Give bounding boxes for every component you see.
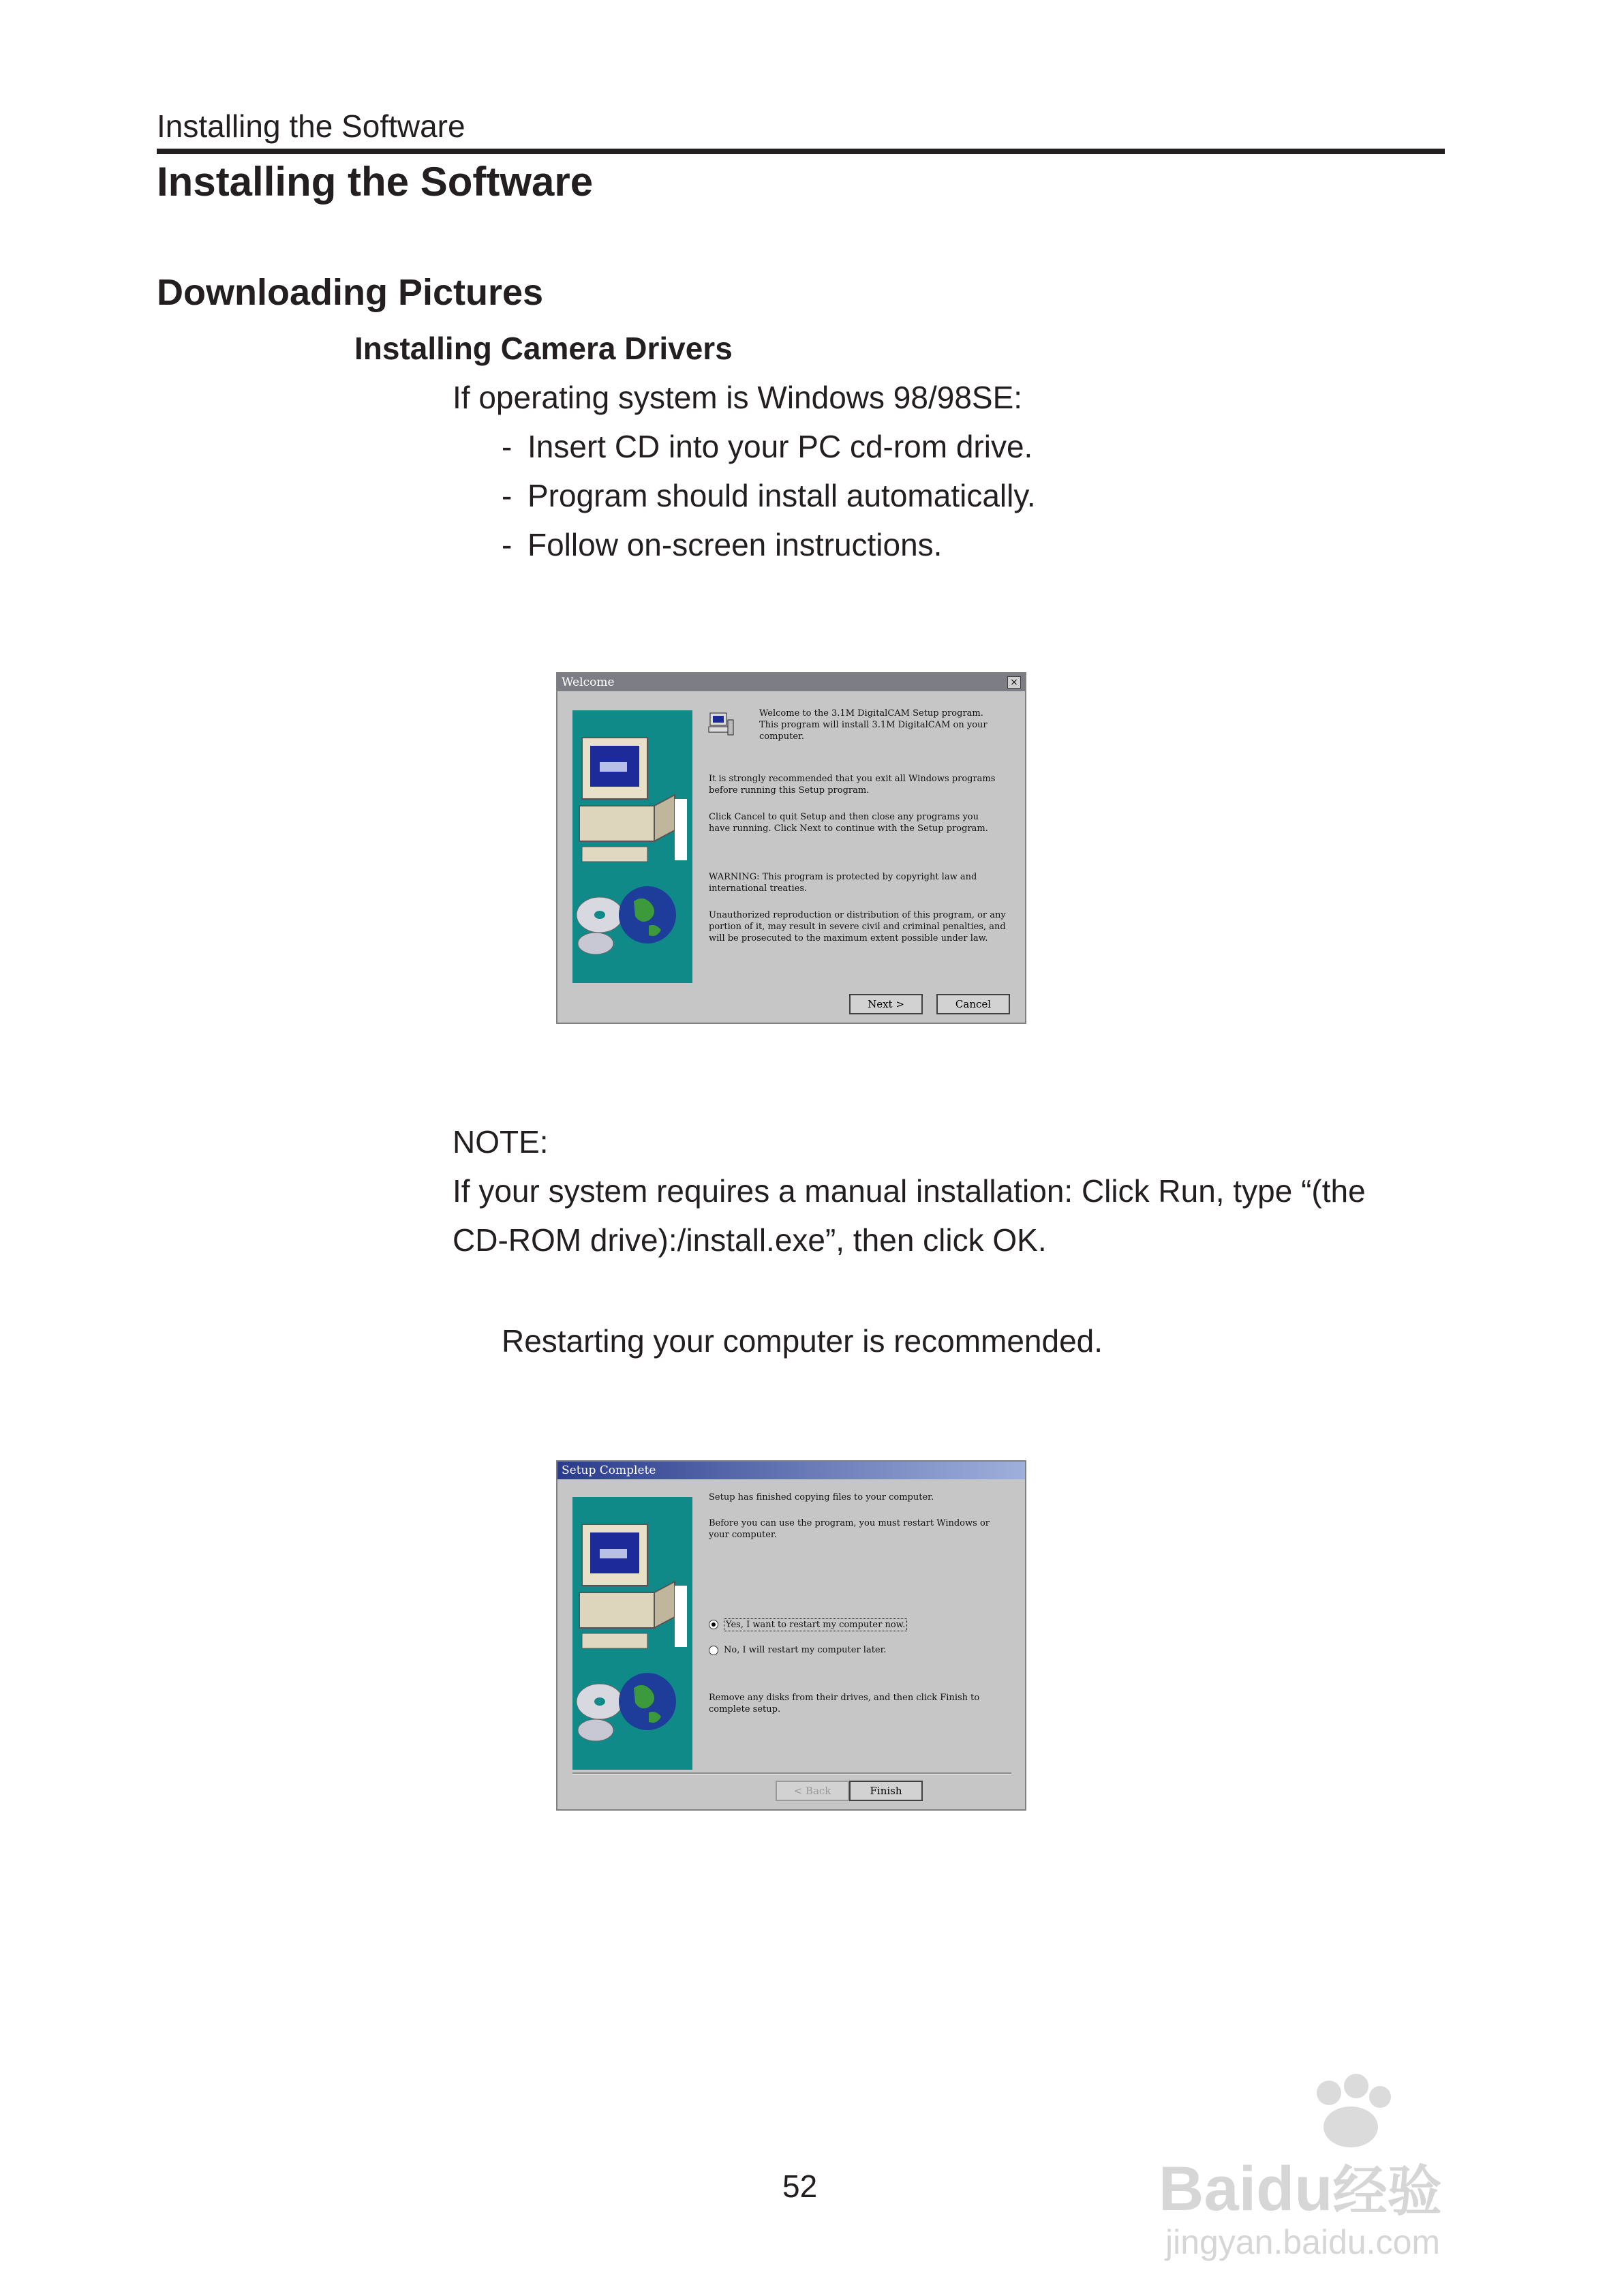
list-item-text: Insert CD into your PC cd-rom drive. [527,429,1033,464]
watermark-url: jingyan.baidu.com [1165,2223,1441,2261]
restart-later-radio[interactable] [709,1646,718,1655]
note-line: CD-ROM drive):/install.exe”, then click OK. [453,1222,1047,1258]
running-head: Installing the Software [157,108,465,144]
radio-label[interactable]: Yes, I want to restart my computer now. [724,1618,907,1631]
note-label: NOTE: [453,1124,549,1160]
dialog-title: Welcome [562,676,615,689]
baidu-watermark [1159,2072,1540,2263]
note-line: If your system requires a manual installation: Click Run, type “(the [453,1173,1366,1209]
list-item-text: Follow on-screen instructions. [527,527,943,562]
restart-now-radio[interactable] [709,1620,718,1629]
header-rule [157,149,1445,154]
dialog-text: Setup has finished copying files to your computer. [709,1492,934,1502]
setup-illustration [572,710,692,983]
list-item [502,428,1032,465]
dialog-text: Click Cancel to quit Setup and then close any programs you [709,812,979,822]
close-icon: × [1007,676,1021,689]
dialog-text: computer. [759,731,804,742]
page-number: 52 [782,2169,818,2204]
list-item [502,526,942,563]
welcome-dialog-screenshot [556,672,1026,1024]
cancel-button[interactable]: Cancel [936,994,1010,1014]
setup-complete-dialog-screenshot [556,1460,1026,1811]
dialog-text: Before you can use the program, you must restart Windows or [709,1518,990,1528]
dialog-text: have running. Click Next to continue with the Setup program. [709,824,988,834]
dialog-titlebar [557,1462,1025,1479]
bullet-dash: - [502,429,512,464]
dialog-text: will be prosecuted to the maximum extent possible under law. [709,933,988,943]
dialog-text: your computer. [709,1530,777,1540]
watermark-brand: Bai [1159,2154,1257,2224]
dialog-text: international treaties. [709,883,808,894]
finish-button[interactable]: Finish [849,1781,923,1801]
next-button[interactable]: Next > [849,994,923,1014]
bullet-dash: - [502,527,512,562]
dialog-text: Welcome to the 3.1M DigitalCAM Setup program. [759,708,983,719]
dialog-text: complete setup. [709,1704,781,1715]
dialog-text: WARNING: This program is protected by copyright law and [709,872,977,882]
setup-illustration [572,1497,692,1770]
bullet-dash: - [502,478,512,513]
dialog-text: before running this Setup program. [709,785,870,796]
list-item [502,477,1036,514]
section-heading: Downloading Pictures [157,272,544,313]
subsection-heading: Installing Camera Drivers [354,331,733,366]
computer-cd-globe-illustration [572,1497,692,1770]
intro-text: If operating system is Windows 98/98SE: [453,380,1023,415]
dialog-titlebar [557,674,1025,691]
dialog-text: It is strongly recommended that you exit all Windows programs [709,774,996,784]
list-item-text: Program should install automatically. [527,478,1036,513]
dialog-title: Setup Complete [562,1464,656,1477]
dialog-text: This program will install 3.1M DigitalCAM on your [759,720,988,730]
watermark-brand-du: du [1256,2154,1333,2224]
back-button[interactable]: < Back [776,1781,849,1801]
dialog-text: Remove any disks from their drives, and then click Finish to [709,1693,980,1703]
dialog-separator [572,1772,1011,1774]
setup-computer-icon [707,710,735,738]
restart-recommendation: Restarting your computer is recommended. [502,1323,1103,1359]
dialog-text: portion of it, may result in severe civil and criminal penalties, and [709,922,1006,932]
dialog-text: Unauthorized reproduction or distribution of this program, or any [709,910,1006,920]
page-title: Installing the Software [157,159,594,205]
radio-label[interactable]: No, I will restart my computer later. [724,1645,887,1655]
computer-cd-globe-illustration [572,710,692,983]
watermark-suffix: 经验 [1332,2161,1442,2222]
